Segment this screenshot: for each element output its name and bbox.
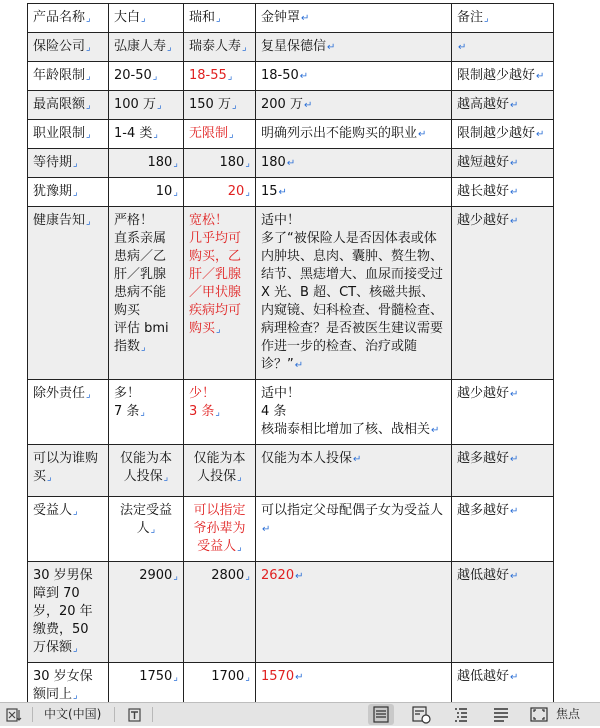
cell[interactable]: 10⌟ (109, 178, 184, 207)
focus-mode-icon[interactable] (526, 704, 552, 725)
cell[interactable]: 150 万⌟ (184, 91, 256, 120)
cell[interactable]: 1-4 类⌟ (109, 120, 184, 149)
print-layout-icon[interactable] (368, 704, 394, 725)
cell[interactable]: 20⌟ (184, 178, 256, 207)
cell[interactable]: 明确列示出不能购买的职业↵ (256, 120, 452, 149)
cell[interactable]: 越低越好↵ (452, 562, 554, 663)
cell[interactable]: 年龄限制⌟ (28, 62, 109, 91)
cell[interactable]: 宽松！ 几乎均可购买，乙肝／乳腺／甲状腺疾病均可购买⌟ (184, 207, 256, 380)
cell[interactable]: 18-55⌟ (184, 62, 256, 91)
cell[interactable]: 复星保德信↵ (256, 33, 452, 62)
cell[interactable]: 越短越好↵ (452, 149, 554, 178)
cell[interactable]: 越长越好↵ (452, 178, 554, 207)
macro-record-icon[interactable] (126, 703, 144, 726)
cell[interactable]: ↵ (452, 33, 554, 62)
cell[interactable]: 越少越好↵ (452, 207, 554, 380)
language-label: 中文(中国) (44, 707, 102, 721)
table-row (28, 663, 554, 703)
table-row (28, 497, 554, 562)
cell[interactable]: 越高越好↵ (452, 91, 554, 120)
table-row (28, 33, 554, 62)
cell[interactable]: 除外责任⌟ (28, 380, 109, 445)
cell-header-jinzhongzhao[interactable]: 金钟罩↵ (256, 4, 452, 33)
cell[interactable]: 严格！ 直系亲属患病／乙肝／乳腺患病不能购买 评估 bmi 指数⌟ (109, 207, 184, 380)
cell[interactable]: 100 万⌟ (109, 91, 184, 120)
outline-view-icon[interactable] (448, 704, 474, 725)
status-divider (32, 707, 33, 722)
table-row (28, 62, 554, 91)
web-layout-icon[interactable] (408, 704, 434, 725)
cell[interactable]: 越多越好↵ (452, 445, 554, 497)
cell[interactable]: 1570↵ (256, 663, 452, 703)
status-divider (114, 707, 115, 722)
cell[interactable]: 适中！ 多了“被保险人是否因体表或体内肿块、息肉、囊肿、赘生物、结节、黑痣增大、血尿而接受过 X 光、B 超、CT、核磁共振、内窥镜、妇科检查、骨髓检查、病理检查？是否被医生建议需要作进一步的检查、治疗或随诊？”↵ (256, 207, 452, 380)
cell[interactable]: 健康告知⌟ (28, 207, 109, 380)
cell[interactable]: 保险公司⌟ (28, 33, 109, 62)
cell[interactable]: 可以指定父母配偶子女为受益人↵ (256, 497, 452, 562)
cell[interactable]: 瑞泰人寿⌟ (184, 33, 256, 62)
cell[interactable]: 适中！ 4 条 核瑞泰相比增加了核、战相关↵ (256, 380, 452, 445)
cell[interactable]: 法定受益人⌟ (109, 497, 184, 562)
cell[interactable]: 2620↵ (256, 562, 452, 663)
cell[interactable]: 30 岁男保障到 70 岁，20 年缴费，50 万保额⌟ (28, 562, 109, 663)
status-divider (152, 707, 153, 722)
cell[interactable]: 职业限制⌟ (28, 120, 109, 149)
cell[interactable]: 可以指定爷孙辈为受益人⌟ (184, 497, 256, 562)
language-indicator[interactable] (44, 703, 101, 726)
table-row (28, 445, 554, 497)
cell[interactable]: 无限制⌟ (184, 120, 256, 149)
cell[interactable]: 犹豫期⌟ (28, 178, 109, 207)
cell-header-dabai[interactable]: 大白⌟ (109, 4, 184, 33)
cell-header-notes[interactable]: 备注⌟ (452, 4, 554, 33)
cell-header-label[interactable]: 产品名称⌟ (28, 4, 109, 33)
draft-view-icon[interactable] (488, 704, 514, 725)
table-row (28, 380, 554, 445)
cell[interactable]: 仅能为本人投保↵ (256, 445, 452, 497)
cell[interactable]: 200 万↵ (256, 91, 452, 120)
cell[interactable]: 等待期⌟ (28, 149, 109, 178)
cell[interactable]: 少！ 3 条⌟ (184, 380, 256, 445)
cell[interactable]: 18-50↵ (256, 62, 452, 91)
table-row (28, 149, 554, 178)
cell[interactable]: 180⌟ (109, 149, 184, 178)
cell[interactable]: 180↵ (256, 149, 452, 178)
cell[interactable]: 越多越好↵ (452, 497, 554, 562)
table-row (28, 91, 554, 120)
cell[interactable]: 限制越少越好↵ (452, 120, 554, 149)
cell-header-ruihe[interactable]: 瑞和⌟ (184, 4, 256, 33)
cell[interactable]: 2800⌟ (184, 562, 256, 663)
cell[interactable]: 可以为谁购买⌟ (28, 445, 109, 497)
table-row (28, 562, 554, 663)
focus-label-text: 焦点 (556, 707, 581, 721)
cell[interactable]: 仅能为本人投保⌟ (109, 445, 184, 497)
cell[interactable]: 180⌟ (184, 149, 256, 178)
cell[interactable]: 仅能为本人投保⌟ (184, 445, 256, 497)
status-bar (0, 702, 600, 726)
track-changes-icon[interactable] (6, 703, 24, 726)
table-row (28, 178, 554, 207)
cell[interactable]: 15↵ (256, 178, 452, 207)
cell[interactable]: 30 岁女保额同上⌟ (28, 663, 109, 703)
table-row (28, 207, 554, 380)
cell[interactable]: 1750⌟ (109, 663, 184, 703)
cell[interactable]: 弘康人寿⌟ (109, 33, 184, 62)
cell[interactable]: 受益人⌟ (28, 497, 109, 562)
cell[interactable]: 1700⌟ (184, 663, 256, 703)
comparison-table (27, 3, 554, 702)
cell[interactable]: 2900⌟ (109, 562, 184, 663)
focus-label[interactable] (556, 703, 580, 726)
cell[interactable]: 越低越好↵ (452, 663, 554, 703)
cell[interactable]: 限制越少越好↵ (452, 62, 554, 91)
table-row (28, 120, 554, 149)
cell[interactable]: 多！ 7 条⌟ (109, 380, 184, 445)
cell[interactable]: 20-50⌟ (109, 62, 184, 91)
cell[interactable]: 越少越好↵ (452, 380, 554, 445)
table-row (28, 4, 554, 33)
cell[interactable]: 最高限额⌟ (28, 91, 109, 120)
